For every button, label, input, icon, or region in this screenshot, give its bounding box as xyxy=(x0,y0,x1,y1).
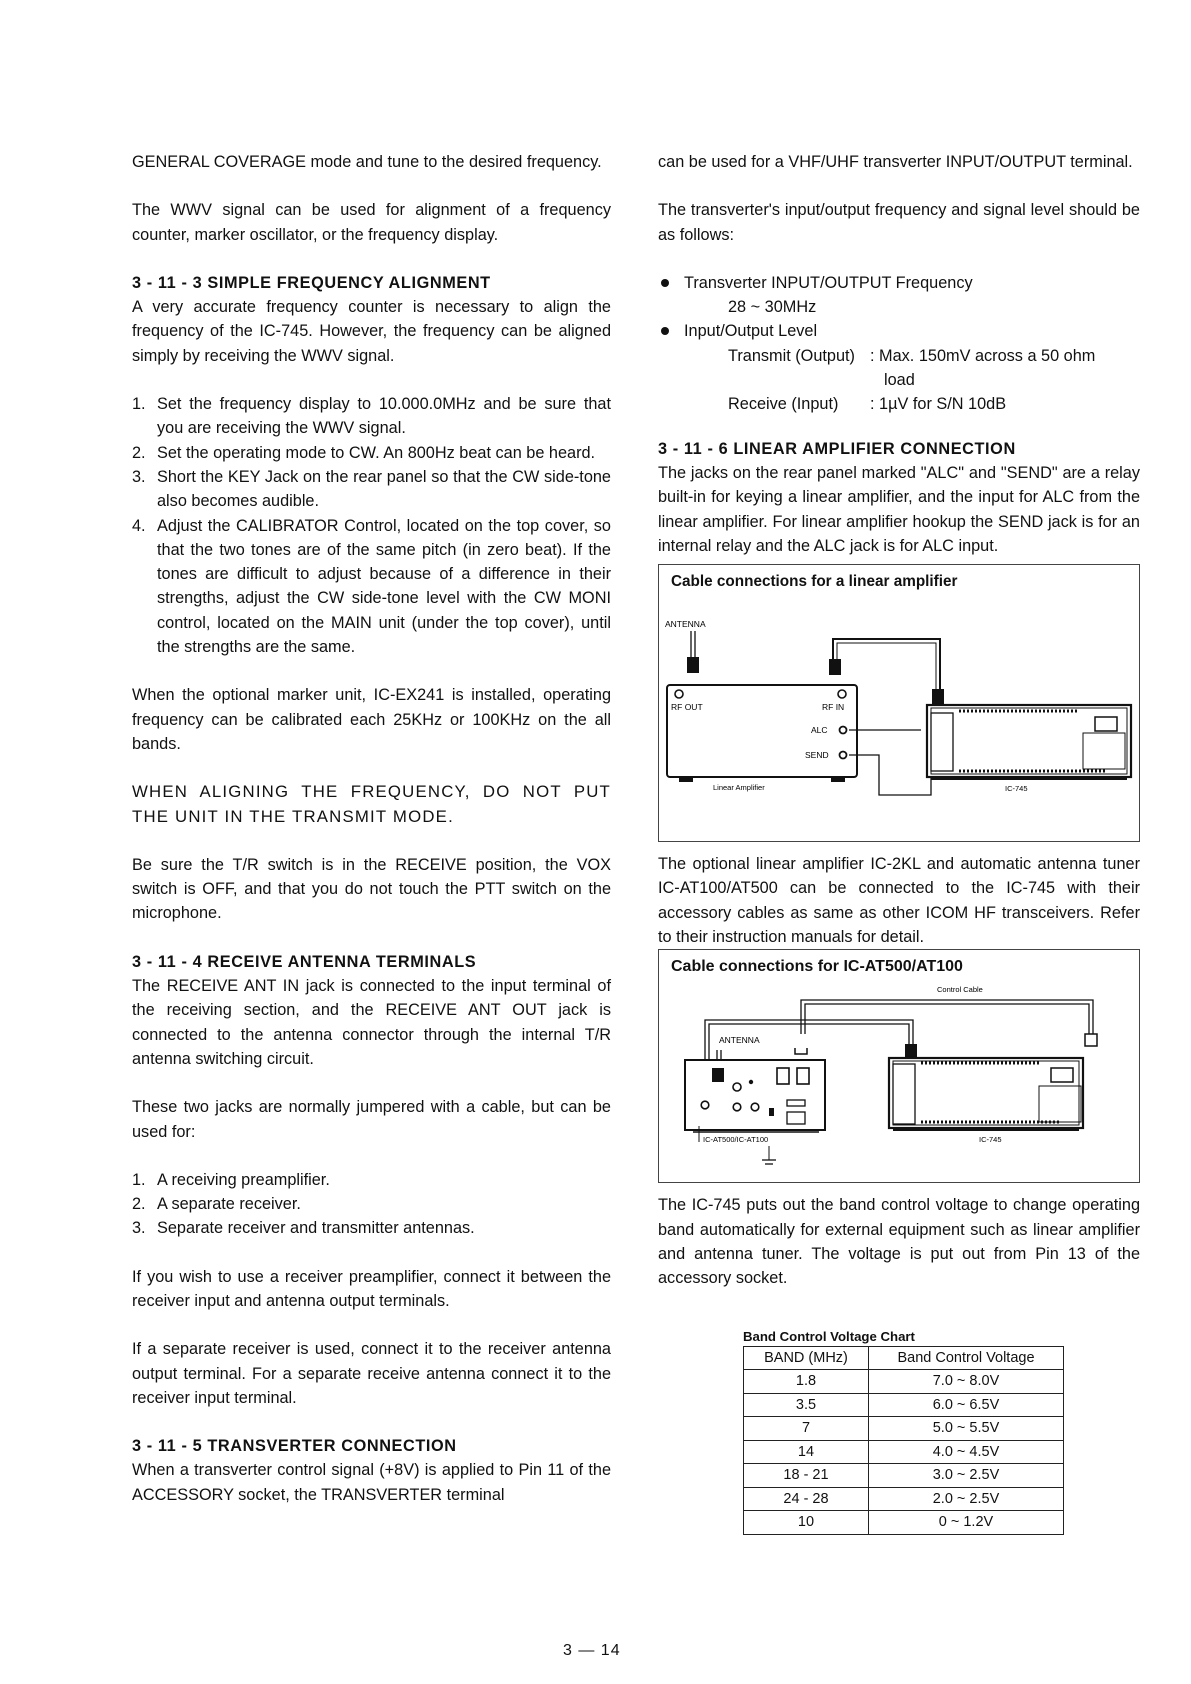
section-heading-simple-frequency-alignment: 3 - 11 - 3 SIMPLE FREQUENCY ALIGNMENT xyxy=(132,273,491,292)
tuner-label: IC-AT500/IC-AT100 xyxy=(703,1135,769,1145)
transmit-value-cont: load xyxy=(884,371,915,390)
paragraph-band-control: The IC-745 puts out the band control voltage to change operating band automatically for external equipment such as linear amplifier and antenna tuner. The voltage is put out from Pin 13 of the accessory socket. xyxy=(658,1196,1140,1288)
figure-linear-amplifier xyxy=(658,564,1140,842)
list-item: 4. Adjust the CALIBRATOR Control, located on the top cover, so that the two tones are of the same pitch (in zero beat). If the tones are difficult to adjust because of a difference in their strengths, adjust the CW side-tone level with the CW MONI control, located on the MAIN unit (under the top cover), until the strengths are the same. xyxy=(132,516,611,657)
column-header-voltage: Band Control Voltage xyxy=(869,1346,1064,1370)
paragraph-preamplifier: If you wish to use a receiver preamplifier, connect it between the receiver input and antenna output terminals. xyxy=(132,1267,611,1310)
right-column xyxy=(658,150,1140,1535)
control-cable-label: Control Cable xyxy=(937,985,983,995)
section-intro-transverter: When a transverter control signal (+8V) is applied to Pin 11 of the ACCESSORY socket, the TRANSVERTER terminal xyxy=(132,1461,611,1504)
section-intro-receive-antenna: The RECEIVE ANT IN jack is connected to the input terminal of the receiving section, and the RECEIVE ANT OUT jack is connected to the antenna connector through the internal T/R antenna switching circuit. xyxy=(132,977,611,1068)
antenna-label: ANTENNA xyxy=(719,1035,760,1046)
page-number: 3 — 14 xyxy=(563,1642,621,1659)
band-control-voltage-table xyxy=(743,1346,1064,1535)
table-row: 1.8 7.0 ~ 8.0V xyxy=(744,1370,1064,1394)
frequency-range: 28 ~ 30MHz xyxy=(728,298,817,317)
amp-foot xyxy=(679,777,693,782)
paragraph-wwv-signal: The WWV signal can be used for alignment of a frequency counter, marker oscillator, or the frequency display. xyxy=(132,201,611,244)
tuner-plug xyxy=(712,1068,724,1082)
table-header-row xyxy=(744,1346,1064,1370)
radio-plug xyxy=(932,689,944,705)
left-column xyxy=(132,150,611,1507)
paragraph-tr-switch: Be sure the T/R switch is in the RECEIVE position, the VOX switch is OFF, and that you do not touch the PTT switch on the microphone. xyxy=(132,855,611,923)
alc-label: ALC xyxy=(811,725,828,736)
linear-amplifier-diagram xyxy=(659,565,1139,841)
antenna-plug xyxy=(687,657,699,673)
linear-amplifier-box xyxy=(667,685,857,777)
rf-plug xyxy=(829,659,841,675)
receive-spec-row xyxy=(658,392,1140,416)
tuner-switch xyxy=(769,1108,774,1116)
rf-cable xyxy=(837,643,936,689)
transmit-spec-row-cont xyxy=(658,368,1140,392)
send-cable xyxy=(849,755,931,795)
rf-in-label: RF IN xyxy=(822,702,845,713)
list-item: 2. A separate receiver. xyxy=(132,1195,301,1214)
paragraph-general-coverage: GENERAL COVERAGE mode and tune to the desired frequency. xyxy=(132,153,602,171)
bullet-frequency: Transverter INPUT/OUTPUT Frequency xyxy=(658,271,1140,295)
control-plug xyxy=(1085,1034,1097,1046)
transmit-label: Transmit (Output) xyxy=(728,346,855,365)
ic745-label: IC-745 xyxy=(1005,784,1028,794)
table-caption: Band Control Voltage Chart xyxy=(743,1328,915,1344)
warning-text: WHEN ALIGNING THE FREQUENCY, DO NOT PUT THE UNIT IN THE TRANSMIT MODE. xyxy=(132,782,611,826)
list-item: 1. A receiving preamplifier. xyxy=(132,1170,330,1189)
bullet-level: Input/Output Level xyxy=(658,319,1140,343)
antenna-label: ANTENNA xyxy=(665,619,706,630)
table-row: 18 - 21 3.0 ~ 2.5V xyxy=(744,1464,1064,1488)
paragraph-jumpered: These two jacks are normally jumpered with a cable, but can be used for: xyxy=(132,1098,611,1141)
figure-title: Cable connections for a linear amplifier xyxy=(671,573,958,591)
transmit-spec-row xyxy=(658,344,1140,368)
table-row: 14 4.0 ~ 4.5V xyxy=(744,1440,1064,1464)
list-item: 3. Separate receiver and transmitter antennas. xyxy=(132,1219,475,1238)
ic745-label: IC-745 xyxy=(979,1135,1002,1145)
send-label: SEND xyxy=(805,750,829,761)
control-cable xyxy=(801,1000,1093,1042)
table-row: 7 5.0 ~ 5.5V xyxy=(744,1417,1064,1441)
section-intro-frequency-alignment: A very accurate frequency counter is necessary to align the frequency of the IC-745. However, the frequency can be aligned simply by receiving the WWV signal. xyxy=(132,298,611,365)
section-heading-linear-amplifier: 3 - 11 - 6 LINEAR AMPLIFIER CONNECTION xyxy=(658,439,1016,458)
list-item: 3. Short the KEY Jack on the rear panel so that the CW side-tone also becomes audible. xyxy=(132,467,611,511)
alignment-steps-list xyxy=(132,392,611,659)
rf-cable xyxy=(833,639,940,689)
table-row: 24 - 28 2.0 ~ 2.5V xyxy=(744,1487,1064,1511)
tuner-jack xyxy=(749,1080,753,1084)
antenna-tuner-diagram xyxy=(659,950,1139,1182)
amp-label: Linear Amplifier xyxy=(713,783,765,793)
antenna-tuner-box xyxy=(685,1060,825,1130)
figure-title: Cable connections for IC-AT500/AT100 xyxy=(671,958,963,976)
paragraph-marker-unit: When the optional marker unit, IC-EX241 is installed, operating frequency can be calibrated each 25KHz or 100KHz on the all bands. xyxy=(132,686,611,753)
list-item: 2. Set the operating mode to CW. An 800Hz beat can be heard. xyxy=(132,443,596,462)
section-heading-transverter: 3 - 11 - 5 TRANSVERTER CONNECTION xyxy=(132,1437,457,1456)
control-cable xyxy=(805,1004,1089,1042)
table-row: 10 0 ~ 1.2V xyxy=(744,1511,1064,1535)
table-row: 3.5 6.0 ~ 6.5V xyxy=(744,1393,1064,1417)
paragraph-transverter-terminal: can be used for a VHF/UHF transverter INPUT/OUTPUT terminal. xyxy=(658,153,1133,171)
column-header-band: BAND (MHz) xyxy=(744,1346,869,1370)
figure-antenna-tuner xyxy=(658,949,1140,1183)
list-item: 1. Set the frequency display to 10.000.0MHz and be sure that you are receiving the WWV signal. xyxy=(132,395,611,438)
paragraph-separate-receiver: If a separate receiver is used, connect it to the receiver antenna output terminal. For a separate receive antenna connect it to the receiver input terminal. xyxy=(132,1340,611,1407)
transmit-value: : Max. 150mV across a 50 ohm xyxy=(870,346,1096,365)
paragraph-transverter-levels: The transverter's input/output frequency and signal level should be as follows: xyxy=(658,201,1140,244)
section-intro-linear-amplifier: The jacks on the rear panel marked "ALC" and "SEND" are a relay built-in for keying a linear amplifier, and the input for ALC from the linear amplifier. For linear amplifier hookup the SEND jack is for an internal relay and the ALC jack is for ALC input. xyxy=(658,463,1140,555)
ic745-box xyxy=(927,705,1131,777)
receive-label: Receive (Input) xyxy=(728,395,839,414)
paragraph-optional-amplifier: The optional linear amplifier IC-2KL and automatic antenna tuner IC-AT100/AT500 can be connected to the IC-745 with their accessory cables as same as other ICOM HF transceivers. Refer to their instruction manuals for detail. xyxy=(658,855,1140,947)
antenna-plug xyxy=(905,1044,917,1058)
amp-foot xyxy=(831,777,845,782)
receive-value: : 1µV for S/N 10dB xyxy=(870,395,1007,414)
section-heading-receive-antenna: 3 - 11 - 4 RECEIVE ANTENNA TERMINALS xyxy=(132,952,477,971)
rf-out-label: RF OUT xyxy=(671,702,703,713)
uses-list xyxy=(132,1168,611,1241)
